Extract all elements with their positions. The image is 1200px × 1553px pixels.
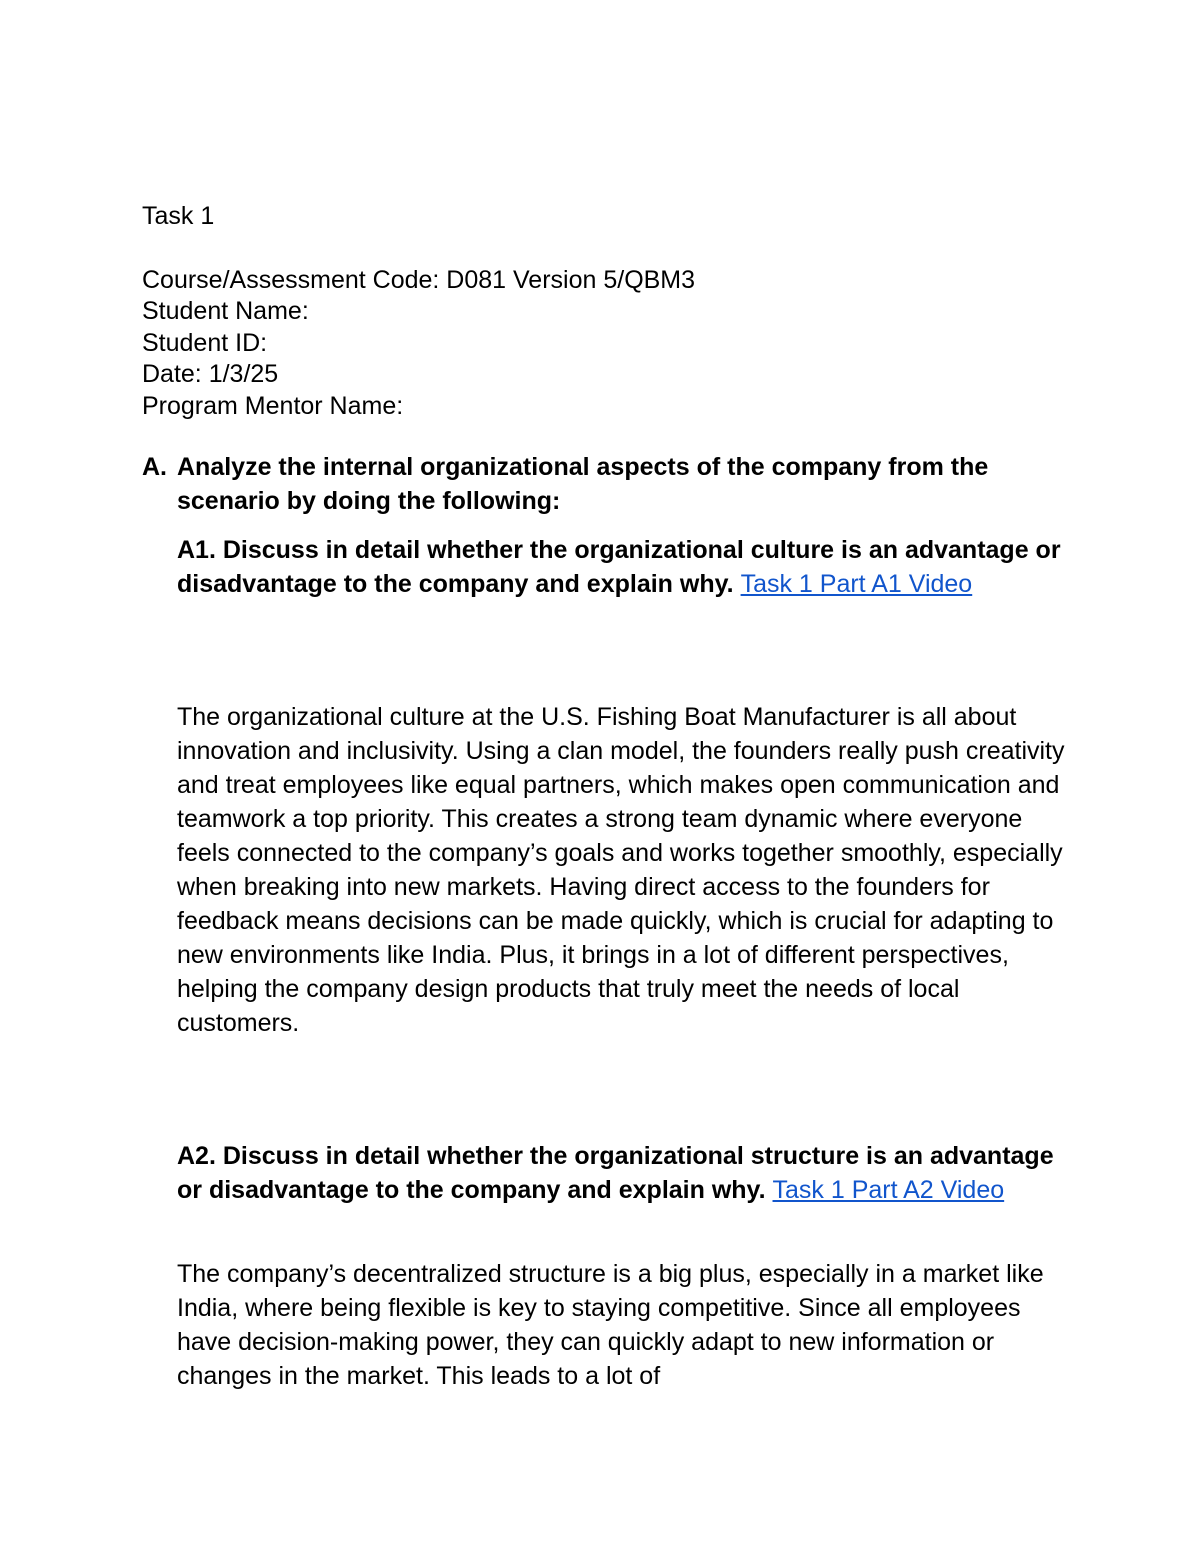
task-title: Task 1 bbox=[142, 202, 215, 230]
a2-heading-text: A2. Discuss in detail whether the organizational structure is an advantage or disadvantage to the company and explain why bbox=[177, 1142, 1054, 1204]
a1-video-link[interactable]: Task 1 Part A1 Video bbox=[740, 570, 973, 598]
a1-heading-text: A1. Discuss in detail whether the organizational culture is an advantage or disadvantage to the company and explain why bbox=[177, 536, 1061, 598]
section-a-heading bbox=[142, 450, 1092, 518]
a1-body: The organizational culture at the U.S. Fishing Boat Manufacturer is all about innovation and inclusivity. Using a clan model, the founders really push creativity and treat employees like equal partners, which makes open communication and teamwork a top priority. This creates a strong team dynamic where everyone feels connected to the company’s goals and works together smoothly, especially when breaking into new markets. Having direct access to the founders for feedback means decisions can be made quickly, which is crucial for adapting to new environments like India. Plus, it brings in a lot of different perspectives, helping the company design products that truly meet the needs of local customers. bbox=[177, 703, 1065, 1037]
a2-body: The company’s decentralized structure is a big plus, especially in a market like India, where being flexible is key to staying competitive. Since all employees have decision-making power, they can quickly adapt to new information or changes in the market. This leads to a lot of bbox=[177, 1260, 1044, 1390]
a1-heading-punct: . bbox=[726, 570, 741, 598]
a2-video-link[interactable]: Task 1 Part A2 Video bbox=[772, 1176, 1005, 1204]
section-a-heading-text: Analyze the internal organizational aspects of the company from the scenario by doing the following: bbox=[177, 453, 989, 515]
student-name: Student Name: bbox=[142, 297, 309, 325]
course-code: Course/Assessment Code: D081 Version 5/QBM3 bbox=[142, 266, 696, 294]
a2-heading-punct: . bbox=[758, 1176, 773, 1204]
section-a-marker: A. bbox=[142, 453, 167, 481]
program-mentor-name: Program Mentor Name: bbox=[142, 392, 404, 420]
student-id: Student ID: bbox=[142, 329, 268, 357]
a2-heading bbox=[177, 1139, 1077, 1207]
date: Date: 1/3/25 bbox=[142, 360, 279, 388]
a1-heading bbox=[177, 533, 1077, 601]
